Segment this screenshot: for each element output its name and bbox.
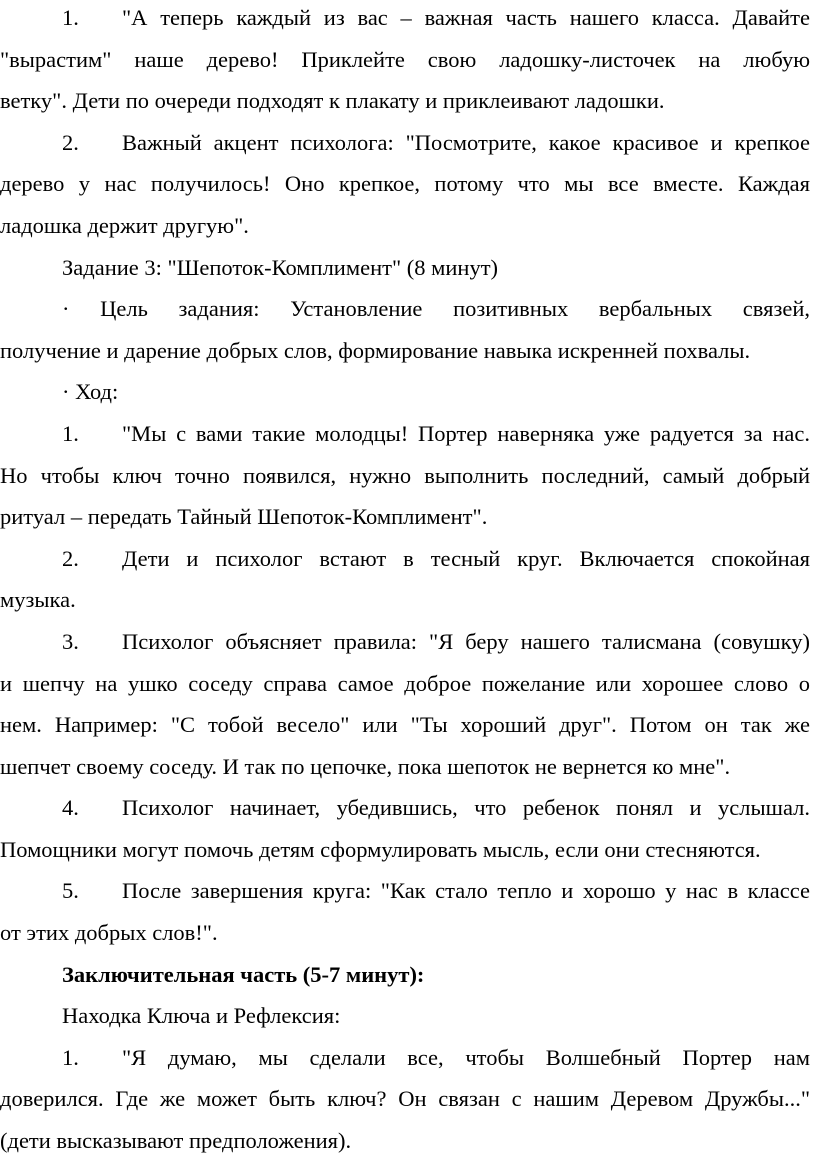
text-line: Заключительная часть (5-7 минут): <box>62 961 425 987</box>
list-number: 1. <box>62 420 79 446</box>
text-line <box>0 413 810 455</box>
paragraph <box>0 371 810 413</box>
text-line: ветку". Дети по очереди подходят к плакату и приклеивают ладошки. <box>0 88 665 114</box>
text-line <box>0 538 810 580</box>
numbered-paragraph <box>0 413 810 538</box>
line-text: Важный акцент психолога: "Посмотрите, какое красивое и крепкое <box>122 129 810 155</box>
text-line: (дети высказывают предположения). <box>0 1128 352 1154</box>
list-number: 5. <box>62 878 79 904</box>
line-text: Психолог объясняет правила: "Я беру нашего талисмана (совушку) <box>122 628 810 654</box>
line-text: "Я думаю, мы сделали все, чтобы Волшебный Портер нам <box>122 1044 810 1070</box>
line-text: Дети и психолог встают в тесный круг. Включается спокойная <box>122 545 810 571</box>
text-line: дерево у нас получилось! Оно крепкое, потому что мы все вместе. Каждая <box>0 171 810 197</box>
text-line: ритуал – передать Тайный Шепоток-Комплимент". <box>0 504 488 530</box>
text-line: от этих добрых слов!". <box>0 920 218 946</box>
numbered-paragraph <box>0 0 810 122</box>
text-line: "вырастим" наше дерево! Приклейте свою ладошку-листочек на любую <box>0 46 810 72</box>
text-line <box>0 870 810 912</box>
text-line <box>0 621 810 663</box>
list-number: 4. <box>62 795 79 821</box>
line-text: "Мы с вами такие молодцы! Портер наверняка уже радуется за нас. <box>122 420 810 446</box>
text-line <box>0 122 810 164</box>
list-number: 2. <box>62 129 79 155</box>
paragraph <box>0 247 810 289</box>
text-line: · Ход: <box>62 379 119 405</box>
text-line: получение и дарение добрых слов, формирование навыка искренней похвалы. <box>0 337 751 363</box>
numbered-paragraph <box>0 787 810 870</box>
list-number: 1. <box>62 5 79 30</box>
paragraph <box>0 954 810 996</box>
text-line: и шепчу на ушко соседу справа самое доброе пожелание или хорошее слово о <box>0 670 810 696</box>
numbered-paragraph <box>0 122 810 247</box>
paragraph <box>0 288 810 371</box>
line-text: Психолог начинает, убедившись, что ребенок понял и услышал. <box>122 795 810 821</box>
numbered-paragraph <box>0 1037 810 1162</box>
text-line: Но чтобы ключ точно появился, нужно выполнить последний, самый добрый <box>0 462 810 488</box>
line-text: "А теперь каждый из вас – важная часть нашего класса. Давайте <box>122 5 810 30</box>
numbered-paragraph <box>0 621 810 787</box>
text-line: ладошка держит другую". <box>0 212 249 238</box>
text-line <box>0 787 810 829</box>
line-text: После завершения круга: "Как стало тепло и хорошо у нас в классе <box>122 878 810 904</box>
text-line: Задание 3: "Шепоток-Комплимент" (8 минут) <box>62 254 499 280</box>
list-number: 3. <box>62 628 79 654</box>
numbered-paragraph <box>0 538 810 621</box>
text-line: нем. Например: "С тобой весело" или "Ты хороший друг". Потом он так же <box>0 712 810 738</box>
text-line: Находка Ключа и Рефлексия: <box>62 1003 341 1029</box>
list-number: 2. <box>62 545 79 571</box>
text-line <box>0 1037 810 1079</box>
text-line: · Цель задания: Установление позитивных вербальных связей, <box>62 296 810 322</box>
text-line: Помощники могут помочь детям сформулировать мысль, если они стесняются. <box>0 836 761 862</box>
text-line: шепчет своему соседу. И так по цепочке, пока шепоток не вернется ко мне". <box>0 753 731 779</box>
list-number: 1. <box>62 1044 79 1070</box>
numbered-paragraph <box>0 870 810 953</box>
text-line: доверился. Где же может быть ключ? Он связан с нашим Деревом Дружбы..." <box>0 1086 810 1112</box>
paragraph <box>0 995 810 1037</box>
text-line: музыка. <box>0 587 76 613</box>
text-line <box>0 0 810 39</box>
